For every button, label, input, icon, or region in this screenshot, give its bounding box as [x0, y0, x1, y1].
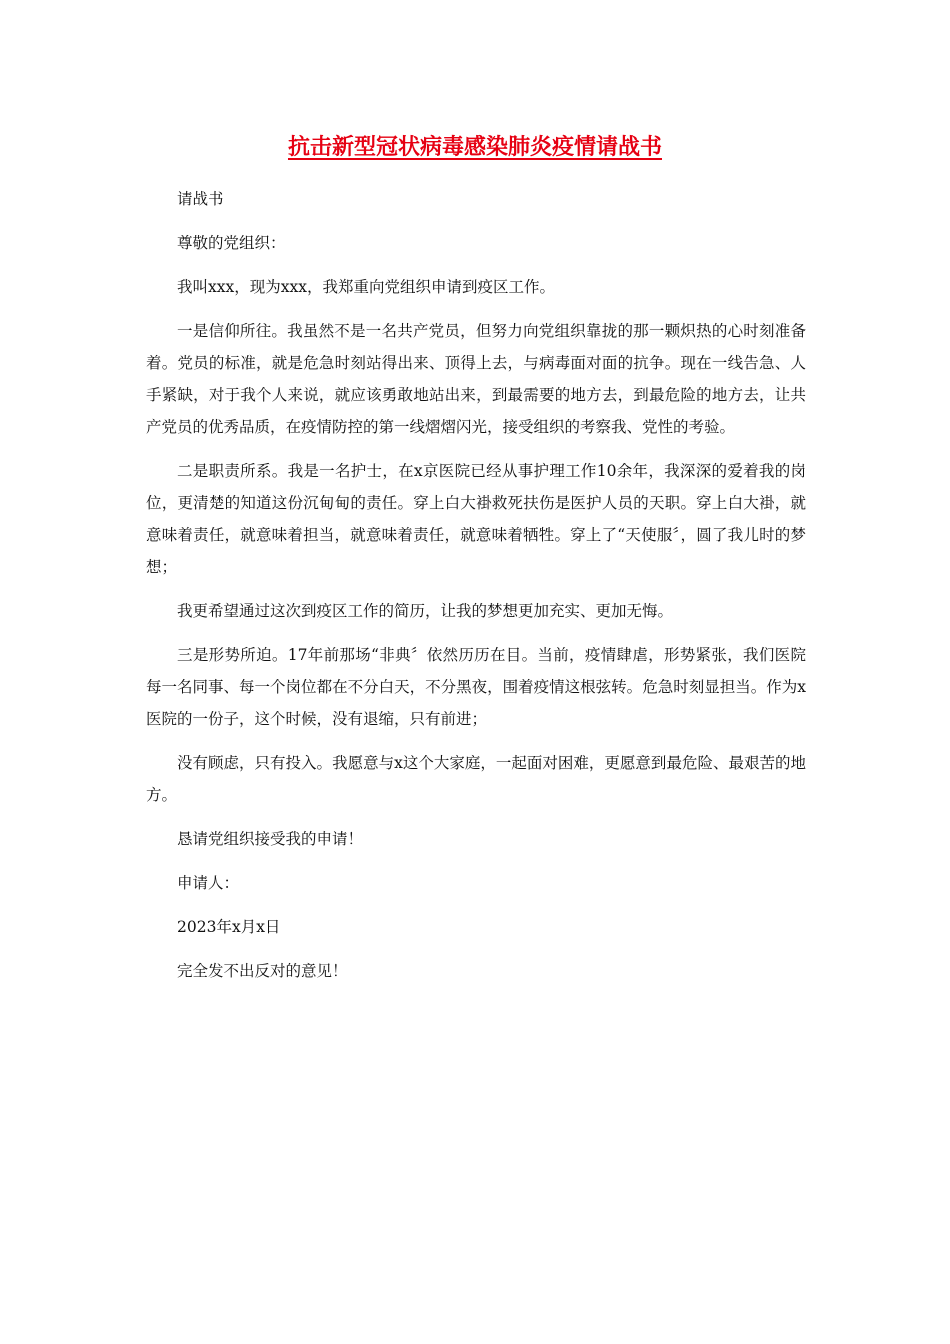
paragraph-belief: 一是信仰所往。我虽然不是一名共产党员，但努力向党组织靠拢的那一颗炽热的心时刻准备着。党员的标准，就是危急时刻站得出来、顶得上去，与病毒面对面的抗争。现在一线告急、人手紧缺，对于我个人来说，就应该勇敢地站出来，到最需要的地方去，到最危险的地方去，让共产党员的优秀品质，在疫情防控的第一线熠熠闪光，接受组织的考察我、党性的考验。	[146, 322, 806, 436]
paragraph-situation: 三是形势所迫。17年前那场“非典〞依然历历在目。当前，疫情肆虐，形势紧张，我们医院每一名同事、每一个岗位都在不分白天，不分黑夜，围着疫情这根弦转。危急时刻显担当。作为x医院的一份子，这个时候，没有退缩，只有前进；	[146, 646, 806, 728]
paragraph-request: 恳请党组织接受我的申请！	[177, 830, 364, 848]
paragraph-duty: 二是职责所系。我是一名护士，在x京医院已经从事护理工作10余年，我深深的爱着我的岗位，更清楚的知道这份沉甸甸的责任。穿上白大褂救死扶伤是医护人员的天职。穿上白大褂，就意味着责任，就意味着担当，就意味着责任，就意味着牺牲。穿上了“天使服〞，圆了我儿时的梦想；	[146, 462, 806, 576]
paragraph-hope: 我更希望通过这次到疫区工作的简历，让我的梦想更加充实、更加无悔。	[177, 602, 674, 620]
paragraph-heading: 请战书	[177, 190, 224, 208]
paragraph-intro: 我叫xxx，现为xxx，我郑重向党组织申请到疫区工作。	[177, 278, 555, 296]
paragraph-salutation: 尊敬的党组织：	[177, 234, 286, 252]
document-body	[146, 183, 806, 999]
document-title: 抗击新型冠状病毒感染肺炎疫情请战书	[287, 135, 662, 160]
paragraph-closing: 完全发不出反对的意见！	[177, 962, 348, 980]
paragraph-applicant: 申请人：	[177, 874, 240, 892]
paragraph-commitment: 没有顾虑，只有投入。我愿意与x这个大家庭，一起面对困难，更愿意到最危险、最艰苦的地方。	[146, 754, 806, 804]
paragraph-date: 2023年x月x日	[177, 918, 281, 936]
